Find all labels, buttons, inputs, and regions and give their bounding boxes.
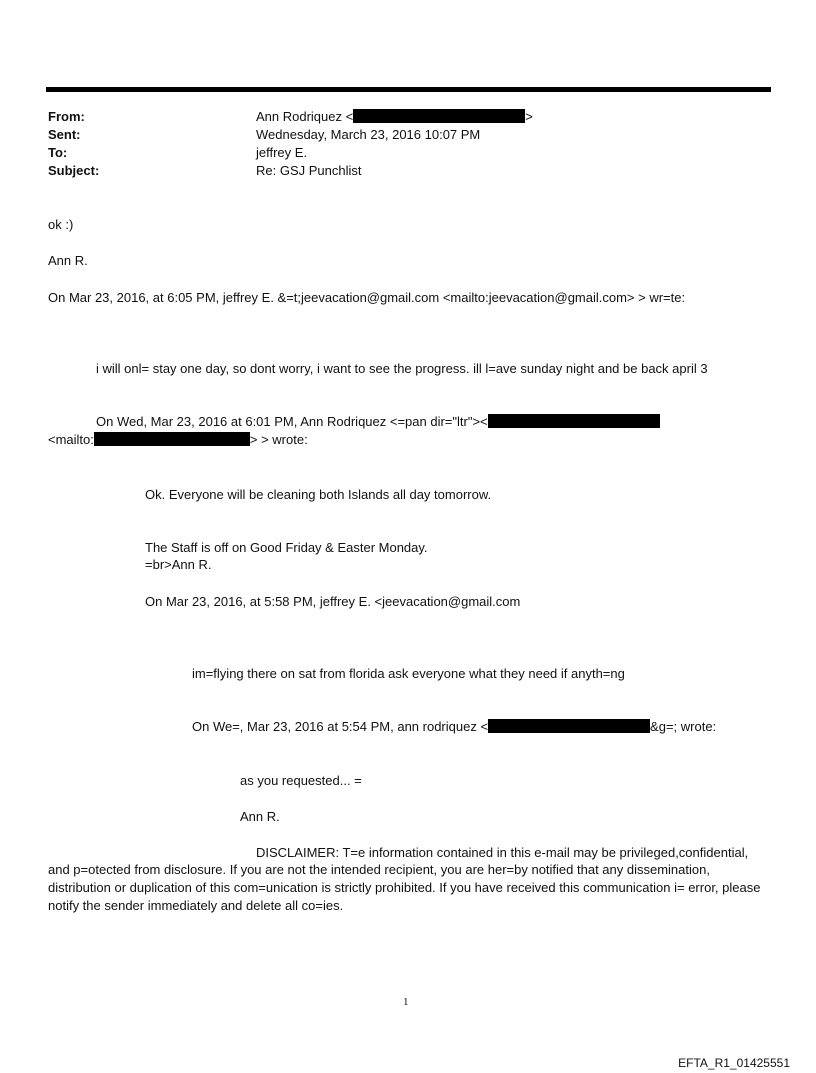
message-4: im=flying there on sat from florida ask everyone what they need if anyth=ng xyxy=(192,666,625,681)
page-number: 1 xyxy=(403,996,409,1008)
quote-header-3: On Mar 23, 2016, at 5:58 PM, jeffrey E. <jeevacation@gmail.com xyxy=(145,594,521,609)
sent-value: Wednesday, March 23, 2016 10:07 PM xyxy=(256,127,481,142)
message-3a: The Staff is off on Good Friday & Easter Monday. xyxy=(145,540,428,555)
from-label: From: xyxy=(48,109,85,124)
subject-label: Subject: xyxy=(48,163,100,178)
disclaimer-first-line: DISCLAIMER: T=e information contained in this e-mail may be privileged,confidential, xyxy=(256,845,749,860)
message-6: Ann R. xyxy=(240,809,280,824)
quote-header-4 xyxy=(192,718,716,735)
to-label: To: xyxy=(48,145,68,160)
redaction-bar xyxy=(488,719,650,733)
redaction-bar xyxy=(94,432,250,446)
disclaimer-text: and p=otected from disclosure. If you are not the intended recipient, you are her=by notified that any dissemination, distribution or duplication of this com=unication is strictly prohibited. If you have received this communication i= error, please notify the sender immediately and delete all co=ies. xyxy=(48,862,761,913)
message-3b: =br>Ann R. xyxy=(145,557,212,572)
quote-header-1: On Mar 23, 2016, at 6:05 PM, jeffrey E. &=t;jeevacation@gmail.com <mailto:jeevacation@gmail.com> > wr=te: xyxy=(48,290,686,305)
message-2: Ok. Everyone will be cleaning both Islands all day tomorrow. xyxy=(145,487,492,502)
header-rule xyxy=(46,87,771,92)
from-value xyxy=(256,109,533,124)
quote-header-2-mailto xyxy=(48,431,308,448)
subject-value: Re: GSJ Punchlist xyxy=(256,163,362,178)
quote-header-4-end: &g=; wrote: xyxy=(650,719,717,734)
redaction-bar xyxy=(488,414,660,428)
quote-header-4-text: On We=, Mar 23, 2016 at 5:54 PM, ann rodriquez < xyxy=(192,719,489,734)
document-id: EFTA_R1_01425551 xyxy=(678,1056,790,1070)
from-end: > xyxy=(525,109,533,124)
mailto-prefix: <mailto: xyxy=(48,432,94,447)
sent-label: Sent: xyxy=(48,127,81,142)
mailto-suffix: > > wrote: xyxy=(249,432,308,447)
to-value: jeffrey E. xyxy=(256,145,308,160)
body-line-ok: ok :) xyxy=(48,217,74,232)
quote-header-2 xyxy=(96,413,660,430)
from-name: Ann Rodriquez < xyxy=(256,109,354,124)
message-5: as you requested... = xyxy=(240,773,362,788)
quote-header-2-text: On Wed, Mar 23, 2016 at 6:01 PM, Ann Rodriquez <=pan dir="ltr">< xyxy=(96,414,488,429)
redaction-bar xyxy=(353,109,525,123)
body-signature: Ann R. xyxy=(48,253,88,268)
message-1: i will onl= stay one day, so dont worry, i want to see the progress. ill l=ave sunday night and be back april 3 xyxy=(96,361,708,376)
